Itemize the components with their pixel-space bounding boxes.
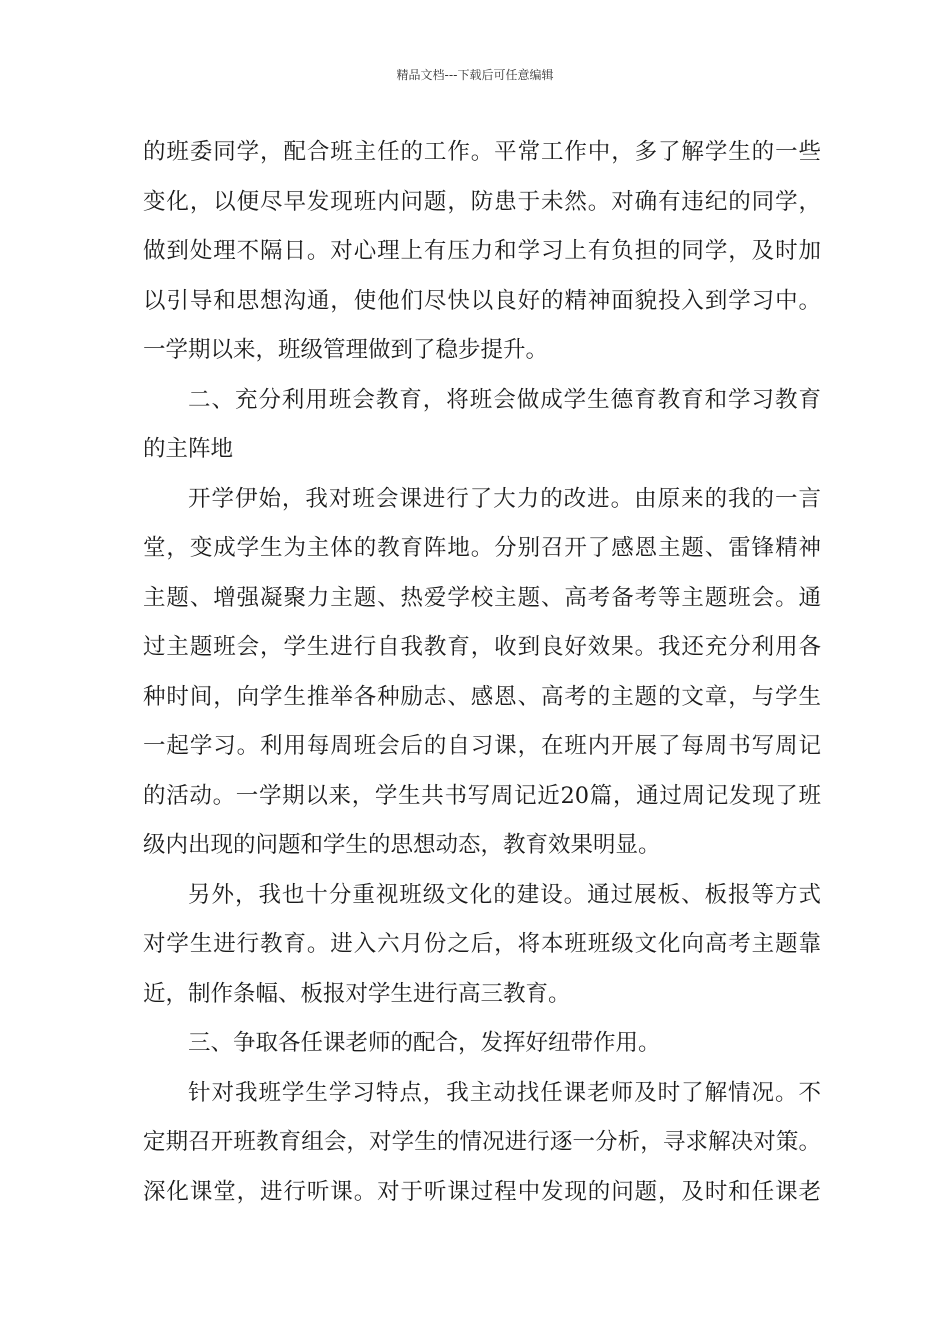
text-line: 变化，以便尽早发现班内问题，防患于未然。对确有违纪的同学，: [143, 188, 821, 215]
text-line: 另外，我也十分重视班级文化的建设。通过展板、板报等方式: [188, 881, 821, 908]
text-line: 针对我班学生学习特点，我主动找任课老师及时了解情况。不: [188, 1079, 821, 1106]
text-line: 开学伊始，我对班会课进行了大力的改进。由原来的我的一言: [188, 485, 821, 512]
text-line: 级内出现的问题和学生的思想动态，教育效果明显。: [143, 832, 661, 858]
text-line: 深化课堂，进行听课。对于听课过程中发现的问题，及时和任课老: [143, 1178, 821, 1205]
text-line: 的班委同学，配合班主任的工作。平常工作中，多了解学生的一些: [143, 139, 821, 165]
text-line: 的主阵地: [143, 436, 234, 462]
document-body: [143, 128, 821, 1217]
paragraph: [143, 128, 821, 376]
text-line: 堂，变成学生为主体的教育阵地。分别召开了感恩主题、雷锋精神: [143, 535, 821, 561]
text-line: 过主题班会，学生进行自我教育，收到良好效果。我还充分利用各: [143, 634, 821, 660]
text-line: 二、充分利用班会教育，将班会做成学生德育教育和学习教育: [188, 386, 821, 413]
text-line: 一起学习。利用每周班会后的自习课，在班内开展了每周书写周记: [143, 733, 821, 759]
text-line: 的活动。一学期以来，学生共书写周记近20篇，通过周记发现了班: [143, 782, 821, 809]
text-line: 定期召开班教育组会，对学生的情况进行逐一分析，寻求解决对策。: [143, 1129, 821, 1155]
text-line: 做到处理不隔日。对心理上有压力和学习上有负担的同学，及时加: [143, 238, 821, 264]
paragraph: [143, 1019, 821, 1069]
text-line: 近，制作条幅、板报对学生进行高三教育。: [143, 980, 571, 1007]
text-line: 种时间，向学生推举各种励志、感恩、高考的主题的文章，与学生: [143, 683, 821, 710]
paragraph: [143, 475, 821, 871]
text-line: 对学生进行教育。进入六月份之后，将本班班级文化向高考主题靠: [143, 931, 821, 957]
paragraph: [143, 376, 821, 475]
paragraph: [143, 871, 821, 1020]
paragraph: [143, 1069, 821, 1218]
text-line: 以引导和思想沟通，使他们尽快以良好的精神面貌投入到学习中。: [143, 287, 821, 314]
text-line: 一学期以来，班级管理做到了稳步提升。: [143, 337, 549, 363]
page-header: 精品文档---下载后可任意编辑: [396, 68, 554, 82]
text-line: 主题、增强凝聚力主题、热爱学校主题、高考备考等主题班会。通: [143, 584, 821, 611]
text-line: 三、争取各任课老师的配合，发挥好纽带作用。: [188, 1030, 661, 1056]
